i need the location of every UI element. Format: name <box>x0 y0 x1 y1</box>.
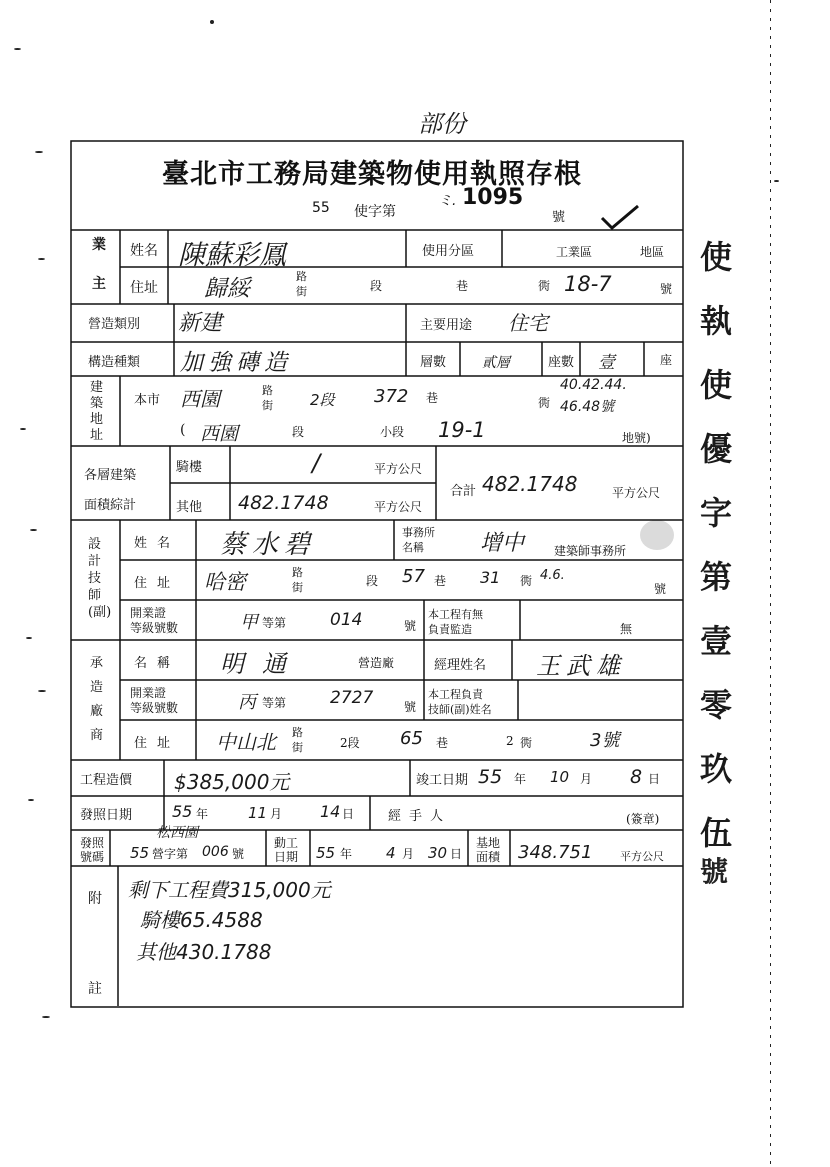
completion-label: 竣工日期 <box>416 773 469 788</box>
other-unit: 平方公尺 <box>374 500 423 514</box>
owner-section-label-2: 主 <box>92 276 106 292</box>
scan-speck <box>35 151 43 153</box>
issue-month: 11 <box>248 804 268 822</box>
contractor-address-value: 中山北 <box>216 730 276 754</box>
start-year-label: 年 <box>340 847 353 861</box>
contractor-license-label-1: 開業證 <box>130 686 167 700</box>
scan-speck <box>30 529 37 531</box>
notes-label-bottom: 註 <box>88 981 102 997</box>
scan-speck <box>26 637 32 639</box>
site-lane-value: 372 <box>374 386 409 407</box>
site-numbers-2: 46.48號 <box>560 399 615 415</box>
scan-speck <box>20 428 26 430</box>
site-label-char: 建 <box>90 380 104 395</box>
site-numbers-1: 40.42.44. <box>560 377 627 393</box>
designer-number-label: 號 <box>654 582 667 596</box>
contractor-lane-value: 65 <box>400 728 423 749</box>
completion-month-label: 月 <box>580 772 593 786</box>
base-area-unit: 平方公尺 <box>620 850 664 863</box>
arcade-unit: 平方公尺 <box>374 462 423 476</box>
adjacent-page-margin <box>700 225 740 895</box>
scan-speck <box>14 48 21 50</box>
site-lane-label: 巷 <box>426 391 439 405</box>
total-value: 482.1748 <box>482 472 578 496</box>
city-label: 本市 <box>134 393 161 408</box>
designer-lane-label: 巷 <box>434 574 447 588</box>
designer-license-label-2: 等級號數 <box>130 621 179 635</box>
road-label: 路 <box>296 270 307 283</box>
start-label-1: 動工 <box>274 836 299 850</box>
contractor-street-label: 街 <box>292 741 303 754</box>
permit-issue-number-suffix: 號 <box>232 847 245 861</box>
tech-label-2: 技師(副)姓名 <box>428 703 492 716</box>
completion-day: 8 <box>630 766 643 788</box>
contractor-label-char: 商 <box>90 728 104 743</box>
designer-name-value: 蔡水碧 <box>220 530 317 560</box>
designer-license-number: 014 <box>330 610 363 630</box>
document-title: 臺北市工務局建築物使用執照存根 <box>162 159 582 190</box>
office-suffix: 建築師事務所 <box>554 544 627 558</box>
margin-char: 伍 <box>700 814 733 852</box>
zone-label: 使用分區 <box>422 244 475 259</box>
base-area-value: 348.751 <box>518 842 593 863</box>
owner-section-label-1: 業 <box>92 237 106 253</box>
count-label: 座數 <box>548 355 575 370</box>
street-label: 街 <box>296 285 307 298</box>
supervise-label-2: 負責監造 <box>428 623 472 636</box>
handler-label: 經手人 <box>388 809 452 824</box>
notes-label-top: 附 <box>88 891 102 907</box>
issue-year: 55 <box>172 802 193 821</box>
issue-no-label-1: 發照 <box>80 836 105 850</box>
site-address-label <box>90 380 110 444</box>
scan-speck <box>774 180 779 182</box>
issue-month-label: 月 <box>270 807 283 821</box>
designer-street-label: 街 <box>292 581 303 594</box>
designer-alley-value: 31 <box>480 568 501 587</box>
designer-label-char: (副) <box>88 605 112 620</box>
owner-address-street: 歸綏 <box>204 276 250 302</box>
permit-number-hand: ミ. <box>438 193 457 209</box>
base-label-1: 基地 <box>476 836 501 850</box>
designer-grade-label: 等第 <box>262 616 287 630</box>
lot-number-value: 19-1 <box>438 418 486 442</box>
designer-label-char: 技 <box>88 571 102 586</box>
designer-license-label-1: 開業證 <box>130 606 167 620</box>
issue-no-label-2: 號碼 <box>80 850 105 864</box>
margin-char: 使 <box>700 366 733 404</box>
office-label-1: 事務所 <box>402 526 435 539</box>
contractor-section-value: 2段 <box>340 736 360 750</box>
contractor-license-label-2: 等級號數 <box>130 701 179 715</box>
other-label: 其他 <box>176 500 203 515</box>
site-label-char: 地 <box>90 412 104 427</box>
site-alley-label: 衖 <box>538 396 551 410</box>
completion-year: 55 <box>478 766 503 788</box>
designer-address-value: 哈密 <box>204 570 246 594</box>
zone-value: 工業區 <box>556 245 593 259</box>
permit-number-suffix: 號 <box>552 210 566 225</box>
designer-license-grade: 甲 <box>240 612 258 633</box>
land-section-label: 段 <box>292 425 305 439</box>
contractor-number-value: 3號 <box>590 730 620 751</box>
sub-section-label: 小段 <box>380 425 405 439</box>
area-label-1: 各層建築 <box>84 468 137 483</box>
site-street-label: 街 <box>262 399 273 412</box>
contractor-label-char: 廠 <box>90 704 104 719</box>
start-label-2: 日期 <box>274 850 299 864</box>
contractor-license-number: 2727 <box>330 688 374 708</box>
margin-char: 零 <box>700 686 733 724</box>
land-section-value: 西園 <box>200 423 239 445</box>
main-use-value: 住宅 <box>508 311 548 335</box>
completion-month: 10 <box>550 768 570 786</box>
issue-year-label: 年 <box>196 807 209 821</box>
scan-speck <box>210 20 214 24</box>
designer-number-value: 4.6. <box>540 568 565 583</box>
build-type-value: 新建 <box>178 311 223 336</box>
tech-label-1: 本工程負責 <box>428 688 483 701</box>
other-value: 482.1748 <box>238 492 329 514</box>
margin-char: 壹 <box>700 622 733 660</box>
designer-label-char: 計 <box>88 554 102 569</box>
arcade-label: 騎樓 <box>176 460 203 475</box>
margin-char: 執 <box>700 302 733 340</box>
cost-label: 工程造價 <box>80 773 133 788</box>
designer-section-label: 段 <box>366 574 379 588</box>
count-value: 壹 <box>598 353 615 373</box>
issue-day-label: 日 <box>342 807 355 821</box>
contractor-label-char: 承 <box>90 656 104 671</box>
scan-speck <box>38 258 45 260</box>
completion-year-label: 年 <box>514 772 527 786</box>
designer-name-label: 姓名 <box>134 536 181 551</box>
owner-address-label: 住址 <box>130 280 158 296</box>
start-month-label: 月 <box>402 847 415 861</box>
designer-label-char: 師 <box>88 588 102 603</box>
main-use-label: 主要用途 <box>420 318 473 333</box>
number-label: 號 <box>660 282 673 296</box>
margin-char: 優 <box>700 430 733 468</box>
permit-prefix-value: 55 <box>130 844 150 862</box>
designer-address-label: 住址 <box>134 576 181 591</box>
floors-label: 層數 <box>420 355 447 370</box>
permit-number: 1095 <box>462 185 524 210</box>
build-type-label: 營造類別 <box>88 317 141 332</box>
manager-label: 經理姓名 <box>434 658 487 673</box>
contractor-lane-label: 巷 <box>436 736 449 750</box>
contractor-name-suffix: 營造廠 <box>358 656 395 670</box>
manager-value: 王武雄 <box>536 652 626 680</box>
page-edge-line <box>770 0 771 1167</box>
structure-label: 構造種類 <box>88 355 141 370</box>
contractor-alley-label: 衖 <box>520 736 533 750</box>
base-label-2: 面積 <box>476 850 501 864</box>
designer-section-label <box>88 536 112 621</box>
margin-char: 玖 <box>700 750 733 788</box>
scan-speck <box>28 799 34 801</box>
area-label-2: 面積綜計 <box>84 498 137 513</box>
alley-label: 衖 <box>538 279 551 293</box>
contractor-license-grade: 丙 <box>238 692 256 713</box>
start-month: 4 <box>386 844 396 862</box>
adjacent-page-number-suffix: 號 <box>700 855 729 888</box>
office-label-2: 名稱 <box>402 541 424 554</box>
site-label-char: 址 <box>90 428 104 443</box>
permit-word: 營字第 <box>152 847 189 861</box>
margin-char: 字 <box>700 494 733 532</box>
start-day-label: 日 <box>450 847 463 861</box>
supervise-label-1: 本工程有無 <box>428 608 483 621</box>
arcade-value: / <box>312 449 321 477</box>
designer-alley-label: 衖 <box>520 574 533 588</box>
site-road-label: 路 <box>262 384 273 397</box>
notes-line-1: 剩下工程費315,000元 <box>128 878 331 902</box>
seal-label: (簽章) <box>626 812 660 826</box>
site-label-char: 築 <box>90 396 104 411</box>
issue-date-label: 發照日期 <box>80 808 133 823</box>
site-section-value: 2段 <box>310 391 335 409</box>
site-road-value: 西園 <box>180 387 220 411</box>
contractor-alley-value: 2 <box>506 734 514 748</box>
designer-road-label: 路 <box>292 566 303 579</box>
section-label: 段 <box>370 279 383 293</box>
permit-hand-note: 松西園 <box>156 825 198 841</box>
owner-name-value: 陳蘇彩鳳 <box>178 240 286 271</box>
scan-speck <box>38 690 46 692</box>
supervise-value: 無 <box>620 622 633 636</box>
contractor-license-number-label: 號 <box>404 700 417 714</box>
permit-prefix: 55 <box>312 200 330 216</box>
start-day: 30 <box>428 844 448 862</box>
owner-name-label: 姓名 <box>130 243 158 259</box>
designer-label-char: 設 <box>88 537 102 552</box>
lane-label: 巷 <box>456 279 469 293</box>
notes-line-3: 其他430.1788 <box>136 940 272 964</box>
total-label: 合計 <box>450 484 477 499</box>
total-unit: 平方公尺 <box>612 486 661 500</box>
lot-number-label: 地號) <box>622 431 651 445</box>
owner-address-number: 18-7 <box>564 272 612 296</box>
designer-lane-value: 57 <box>402 566 425 587</box>
floors-value: 貳層 <box>482 355 510 371</box>
cost-value: $385,000元 <box>174 770 290 794</box>
contractor-name-label: 名稱 <box>134 656 181 671</box>
contractor-label-char: 造 <box>90 680 104 695</box>
permit-issue-number: 006 <box>202 844 229 860</box>
start-year: 55 <box>316 844 336 862</box>
margin-char: 使 <box>700 238 733 276</box>
count-suffix: 座 <box>660 353 673 367</box>
permit-number-label: 使字第 <box>354 204 396 220</box>
permit-form <box>70 140 684 1008</box>
notes-line-2: 騎樓65.4588 <box>140 908 263 932</box>
contractor-grade-label: 等第 <box>262 696 287 710</box>
scan-speck <box>42 1016 50 1018</box>
contractor-section-label <box>90 652 110 748</box>
paren-open: ( <box>180 422 186 438</box>
completion-day-label: 日 <box>648 772 661 786</box>
structure-value: 加強磚造 <box>180 350 292 376</box>
contractor-address-label: 住址 <box>134 736 181 751</box>
designer-license-number-label: 號 <box>404 619 417 633</box>
contractor-name-value: 明通 <box>220 650 304 678</box>
zone-suffix: 地區 <box>640 245 665 259</box>
issue-day: 14 <box>320 802 341 821</box>
office-value: 增中 <box>480 531 525 556</box>
margin-char: 第 <box>700 558 733 596</box>
contractor-road-label: 路 <box>292 726 303 739</box>
handwritten-correction: 部份 <box>418 110 466 138</box>
